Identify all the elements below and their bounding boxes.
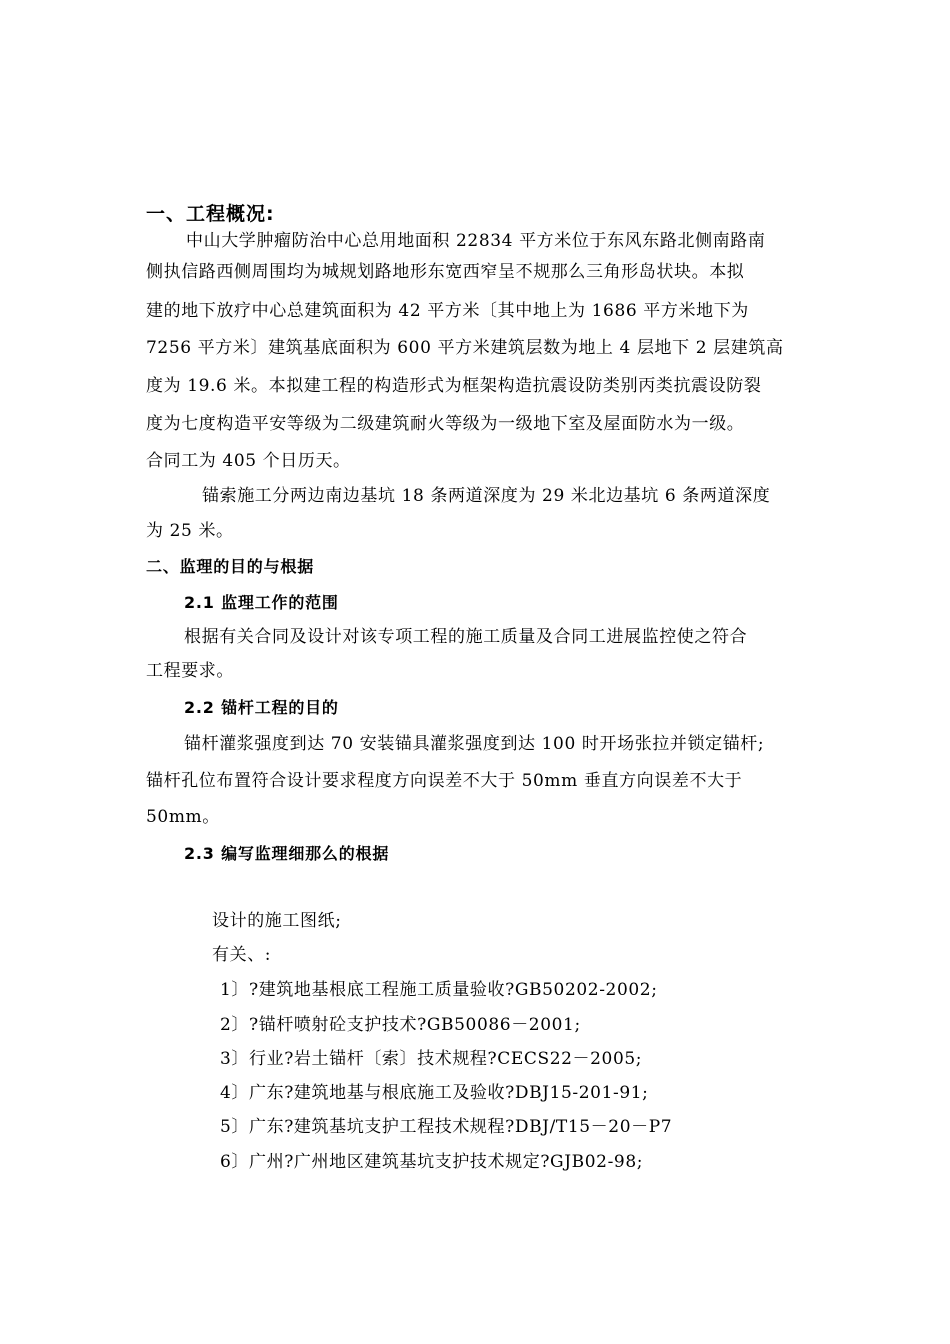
list-item: 2〕?锚杆喷射砼支护技术?GB50086－2001; xyxy=(220,1015,581,1035)
paragraph-line: 为 25 米。 xyxy=(146,521,234,541)
section-1-heading: 一、工程概况: xyxy=(146,203,275,225)
paragraph-line: 合同工为 405 个日历天。 xyxy=(146,451,351,471)
list-item: 4〕广东?建筑地基与根底施工及验收?DBJ15-201-91; xyxy=(220,1083,649,1103)
paragraph-line: 锚索施工分两边南边基坑 18 条两道深度为 29 米北边基坑 6 条两道深度 xyxy=(202,486,771,506)
subsection-2-1-heading: 2.1 监理工作的范围 xyxy=(184,593,339,612)
list-item: 3〕行业?岩土锚杆〔索〕技术规程?CECS22－2005; xyxy=(220,1049,643,1069)
paragraph-line: 锚杆孔位布置符合设计要求程度方向误差不大于 50mm 垂直方向误差不大于 xyxy=(146,771,743,791)
paragraph-line: 工程要求。 xyxy=(146,661,234,681)
section-2-heading: 二、监理的目的与根据 xyxy=(146,557,315,576)
paragraph-line: 度为七度构造平安等级为二级建筑耐火等级为一级地下室及屋面防水为一级。 xyxy=(146,414,745,434)
list-intro-line: 设计的施工图纸; xyxy=(212,911,342,931)
paragraph-line: 7256 平方米〕建筑基底面积为 600 平方米建筑层数为地上 4 层地下 2 层建筑高 xyxy=(146,338,784,358)
list-item: 1〕?建筑地基根底工程施工质量验收?GB50202-2002; xyxy=(220,980,658,1000)
paragraph-line: 锚杆灌浆强度到达 70 安装锚具灌浆强度到达 100 时开场张拉并锁定锚杆; xyxy=(184,734,765,754)
subsection-2-2-heading: 2.2 锚杆工程的目的 xyxy=(184,698,339,717)
paragraph-line: 建的地下放疗中心总建筑面积为 42 平方米〔其中地上为 1686 平方米地下为 xyxy=(146,301,749,321)
list-intro-line: 有关、: xyxy=(212,945,272,965)
paragraph-line: 侧执信路西侧周围均为城规划路地形东宽西窄呈不规那么三角形岛状块。本拟 xyxy=(146,262,745,282)
subsection-2-3-heading: 2.3 编写监理细那么的根据 xyxy=(184,844,390,863)
paragraph-line: 50mm。 xyxy=(146,807,220,827)
list-item: 5〕广东?建筑基坑支护工程技术规程?DBJ/T15－20－P7 xyxy=(220,1117,673,1137)
paragraph-line: 中山大学肿瘤防治中心总用地面积 22834 平方米位于东风东路北侧南路南 xyxy=(186,231,766,251)
paragraph-line: 度为 19.6 米。本拟建工程的构造形式为框架构造抗震设防类别丙类抗震设防裂 xyxy=(146,376,762,396)
paragraph-line: 根据有关合同及设计对该专项工程的施工质量及合同工进展监控使之符合 xyxy=(184,627,748,647)
list-item: 6〕广州?广州地区建筑基坑支护技术规定?GJB02-98; xyxy=(220,1152,644,1172)
